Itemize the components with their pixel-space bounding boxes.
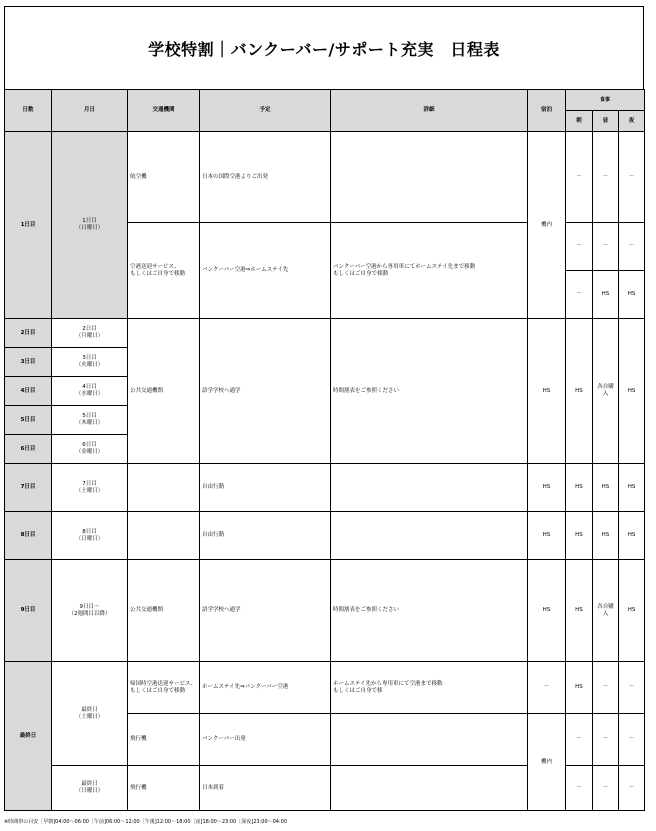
plan-cell: 自由行動 <box>200 512 331 560</box>
details-cell <box>331 464 528 512</box>
lodging-cell: － <box>528 662 566 714</box>
table-row <box>5 319 645 348</box>
lodging-cell: HS <box>528 560 566 662</box>
day-label: 6日目 <box>5 435 52 464</box>
table-row <box>5 464 645 512</box>
breakfast-cell: － <box>566 223 593 271</box>
dinner-cell: － <box>619 766 645 811</box>
plan-cell: 自由行動 <box>200 464 331 512</box>
dinner-cell: HS <box>619 464 645 512</box>
header-details: 詳細 <box>331 90 528 132</box>
breakfast-cell: HS <box>566 319 593 464</box>
date-cell: 1日目 （日曜日） <box>52 132 128 319</box>
lunch-cell: HS <box>593 512 619 560</box>
day-label: 最終日 <box>5 662 52 811</box>
lunch-cell: HS <box>593 464 619 512</box>
header-plan: 予定 <box>200 90 331 132</box>
lunch-cell: － <box>593 132 619 223</box>
breakfast-cell: HS <box>566 560 593 662</box>
details-cell <box>331 132 528 223</box>
date-cell: 6日目 （金曜日） <box>52 435 128 464</box>
date-cell: 3日目 （火曜日） <box>52 348 128 377</box>
breakfast-cell: HS <box>566 464 593 512</box>
dinner-cell: － <box>619 223 645 271</box>
transport-cell: 空港送迎サービス、 もしくはご自身で移動 <box>128 223 200 319</box>
header-breakfast: 朝 <box>566 111 593 132</box>
date-cell: 7日目 （土曜日） <box>52 464 128 512</box>
plan-cell: バンクーバー出発 <box>200 714 331 766</box>
date-cell: 5日目 （木曜日） <box>52 406 128 435</box>
dinner-cell: － <box>619 662 645 714</box>
breakfast-cell: － <box>566 132 593 223</box>
header-lunch: 昼 <box>593 111 619 132</box>
lunch-cell: － <box>593 662 619 714</box>
lodging-cell: HS <box>528 464 566 512</box>
plan-cell: 日本の国際空港よりご出発 <box>200 132 331 223</box>
header-meals: 食事 <box>566 90 645 111</box>
dinner-cell: HS <box>619 512 645 560</box>
day-label: 7日目 <box>5 464 52 512</box>
lunch-cell: HS <box>593 271 619 319</box>
schedule-table <box>4 89 645 811</box>
table-row <box>5 512 645 560</box>
breakfast-cell: HS <box>566 512 593 560</box>
header-day: 日数 <box>5 90 52 132</box>
header-date: 月日 <box>52 90 128 132</box>
transport-cell: 帰国時空港送迎サービス、 もしくはご自身で移動 <box>128 662 200 714</box>
transport-cell: 公共交通機関 <box>128 319 200 464</box>
transport-cell <box>128 464 200 512</box>
date-cell: 2日目 （月曜日） <box>52 319 128 348</box>
transport-cell <box>128 512 200 560</box>
day-label: 8日目 <box>5 512 52 560</box>
lunch-cell: － <box>593 714 619 766</box>
dinner-cell: － <box>619 714 645 766</box>
dinner-cell: HS <box>619 560 645 662</box>
details-cell <box>331 766 528 811</box>
header-transport: 交通機関 <box>128 90 200 132</box>
plan-cell: 日本到着 <box>200 766 331 811</box>
header-dinner: 夜 <box>619 111 645 132</box>
dinner-cell: － <box>619 132 645 223</box>
plan-cell: バンクーバー空港⇒ホームステイ先 <box>200 223 331 319</box>
lunch-cell: － <box>593 766 619 811</box>
day-label: 9日目 <box>5 560 52 662</box>
details-cell <box>331 512 528 560</box>
transport-cell: 公共交通機関 <box>128 560 200 662</box>
date-cell: 4日目 （水曜日） <box>52 377 128 406</box>
dinner-cell: HS <box>619 319 645 464</box>
details-cell <box>331 714 528 766</box>
details-cell: ホームステイ先から専用車にて空港まで移動 もしくはご自身で移 <box>331 662 528 714</box>
breakfast-cell: － <box>566 714 593 766</box>
date-cell: 最終日 （土曜日） <box>52 662 128 766</box>
table-row <box>5 662 645 714</box>
plan-cell: 語学学校へ通学 <box>200 560 331 662</box>
transport-cell: 飛行機 <box>128 766 200 811</box>
breakfast-cell: － <box>566 766 593 811</box>
details-cell: バンクーバー空港から専用車にてホームステイ先まで移動 もしくはご自身で移動 <box>331 223 528 319</box>
footnote: ※時間帯の目安［早朝]04:00～06:00［午前]06:00～12:00［午後]12:00～18:00［夜]18:00～23:00［深夜]23:00～04:00 <box>4 819 288 825</box>
plan-cell: ホームステイ先⇒バンクーバー空港 <box>200 662 331 714</box>
header-lodging: 宿泊 <box>528 90 566 132</box>
dinner-cell: HS <box>619 271 645 319</box>
day-label: 5日目 <box>5 406 52 435</box>
transport-cell: 航空機 <box>128 132 200 223</box>
table-row <box>5 560 645 662</box>
date-cell: 9日目～ （2週間目以降） <box>52 560 128 662</box>
lodging-cell: HS <box>528 319 566 464</box>
lunch-cell: 各自購入 <box>593 319 619 464</box>
date-cell: 8日目 （日曜日） <box>52 512 128 560</box>
lodging-cell: 機内 <box>528 714 566 811</box>
breakfast-cell: HS <box>566 662 593 714</box>
day-label: 2日目 <box>5 319 52 348</box>
document-title: 学校特割｜バンクーバー/サポート充実 日程表 <box>4 6 644 90</box>
day-label: 3日目 <box>5 348 52 377</box>
table-row <box>5 132 645 223</box>
lodging-cell: HS <box>528 512 566 560</box>
date-cell: 最終日 （日曜日） <box>52 766 128 811</box>
day-label: 1日目 <box>5 132 52 319</box>
plan-cell: 語学学校へ通学 <box>200 319 331 464</box>
lunch-cell: － <box>593 223 619 271</box>
transport-cell: 飛行機 <box>128 714 200 766</box>
details-cell: 時間割表をご参照ください <box>331 560 528 662</box>
lodging-cell: 機内 <box>528 132 566 319</box>
header-row <box>5 90 645 111</box>
day-label: 4日目 <box>5 377 52 406</box>
breakfast-cell: － <box>566 271 593 319</box>
details-cell: 時間割表をご参照ください <box>331 319 528 464</box>
lunch-cell: 各自購入 <box>593 560 619 662</box>
